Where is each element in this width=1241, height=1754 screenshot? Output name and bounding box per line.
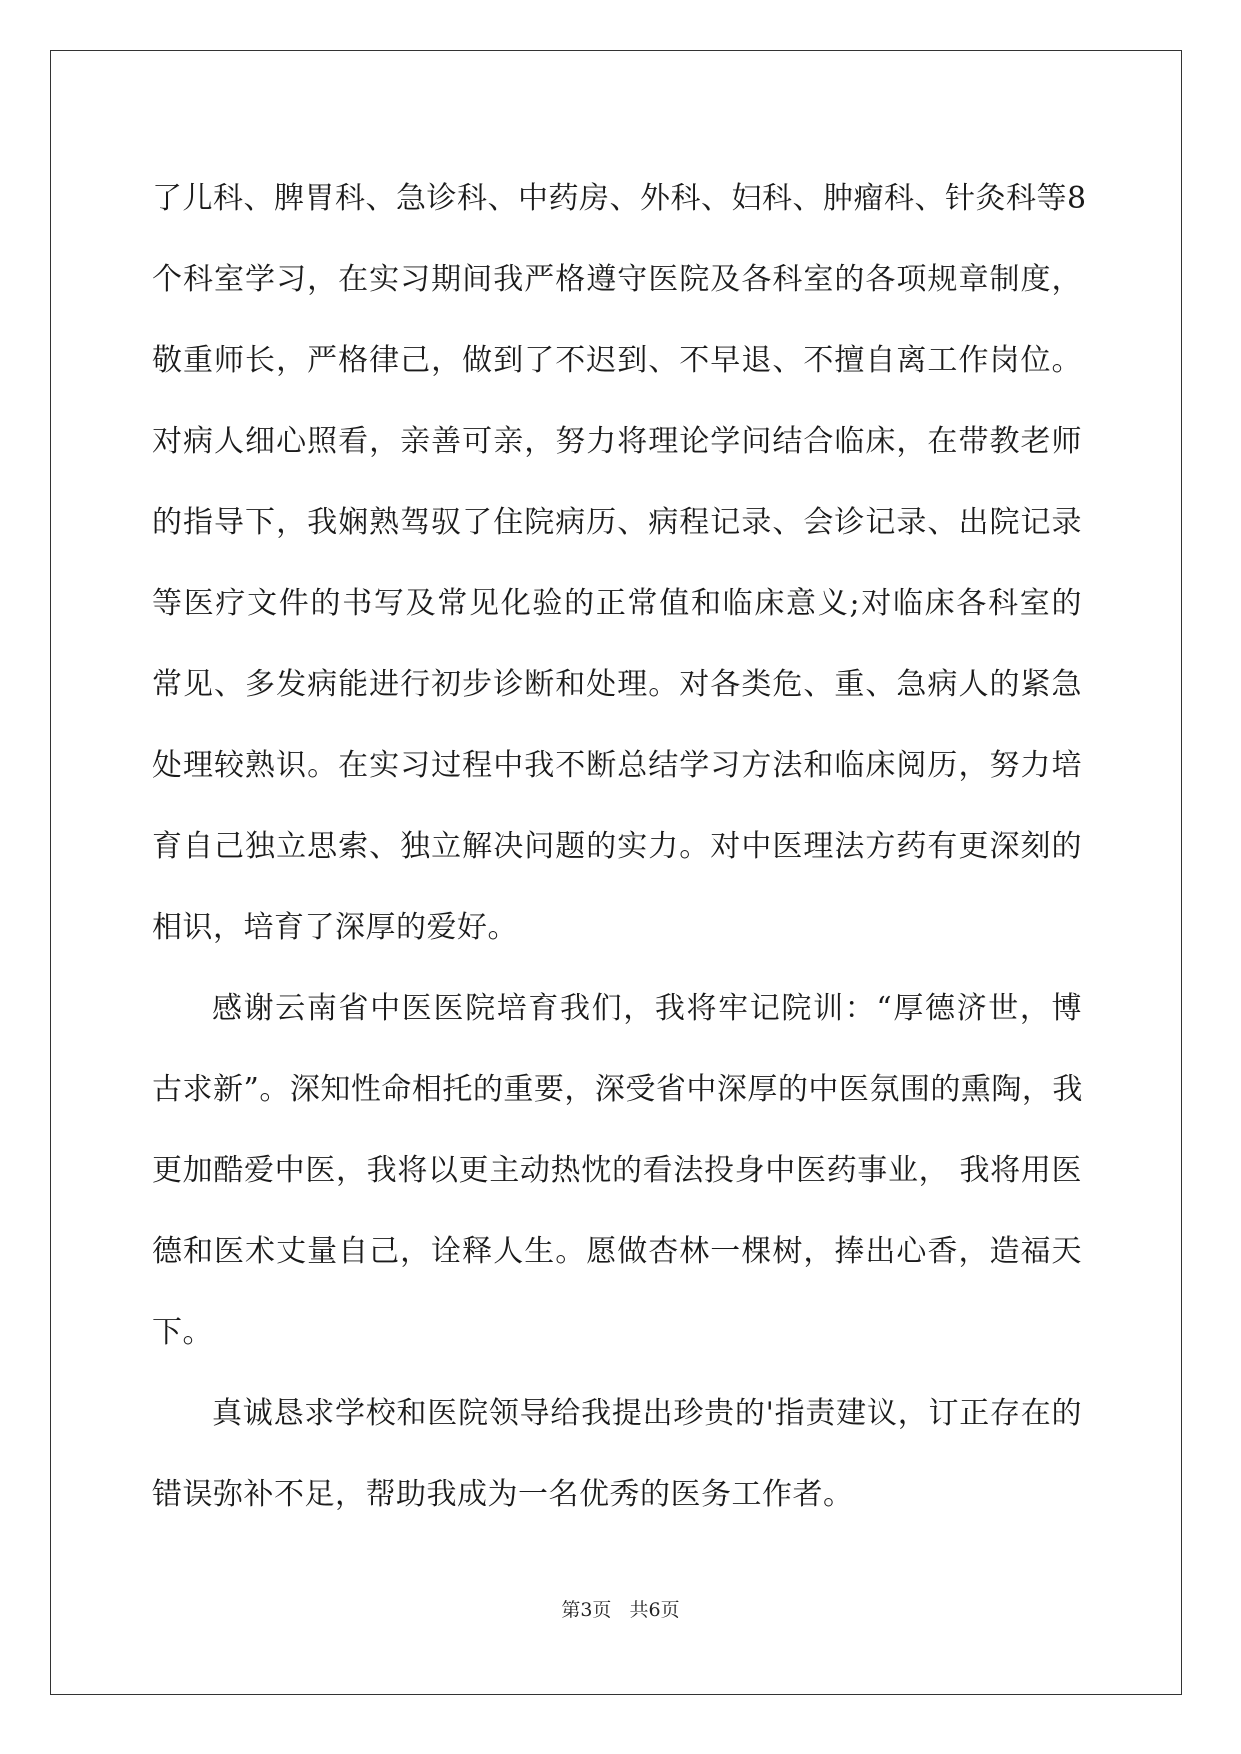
text-line: 敬重师长，严格律己，做到了不迟到、不早退、不擅自离工作岗位。 — [152, 343, 1082, 378]
text-line: 等医疗文件的书写及常见化验的正常值和临床意义;对临床各科室的 — [152, 586, 1082, 621]
page-footer — [0, 1595, 1241, 1622]
text-line: 错误弥补不足，帮助我成为一名优秀的医务工作者。 — [152, 1477, 854, 1512]
document-body — [152, 158, 1087, 1535]
text-line: 处理较熟识。在实习过程中我不断总结学习方法和临床阅历，努力培 — [152, 748, 1082, 783]
text-line: 下。 — [152, 1315, 213, 1350]
text-line: 育自己独立思索、独立解决问题的实力。对中医理法方药有更深刻的 — [152, 829, 1082, 864]
text-line: 古求新”。深知性命相托的重要，深受省中深厚的中医氛围的熏陶，我 — [152, 1072, 1083, 1107]
text-line: 个科室学习，在实习期间我严格遵守医院及各科室的各项规章制度， — [152, 262, 1082, 297]
text-line: 更加酷爱中医，我将以更主动热忱的看法投身中医药事业， 我将用医 — [152, 1153, 1082, 1188]
text-line: 了儿科、脾胃科、急诊科、中药房、外科、妇科、肿瘤科、针灸科等8 — [152, 181, 1087, 216]
text-line: 的指导下，我娴熟驾驭了住院病历、病程记录、会诊记录、出院记录 — [152, 505, 1082, 540]
text-line: 真诚恳求学校和医院领导给我提出珍贵的'指责建议，订正存在的 — [212, 1396, 1082, 1431]
text-line: 德和医术丈量自己，诠释人生。愿做杏林一棵树，捧出心香，造福天 — [152, 1234, 1082, 1269]
page-number: 第3页 共6页 — [561, 1599, 680, 1621]
text-line: 常见、多发病能进行初步诊断和处理。对各类危、重、急病人的紧急 — [152, 667, 1082, 702]
text-line: 对病人细心照看，亲善可亲，努力将理论学问结合临床，在带教老师 — [152, 424, 1082, 459]
text-line: 感谢云南省中医医院培育我们，我将牢记院训：“厚德济世，博 — [212, 991, 1082, 1026]
paragraph-1 — [152, 158, 1087, 968]
paragraph-2 — [152, 968, 1082, 1373]
text-line: 相识，培育了深厚的爱好。 — [152, 910, 518, 945]
paragraph-3 — [152, 1373, 1082, 1535]
